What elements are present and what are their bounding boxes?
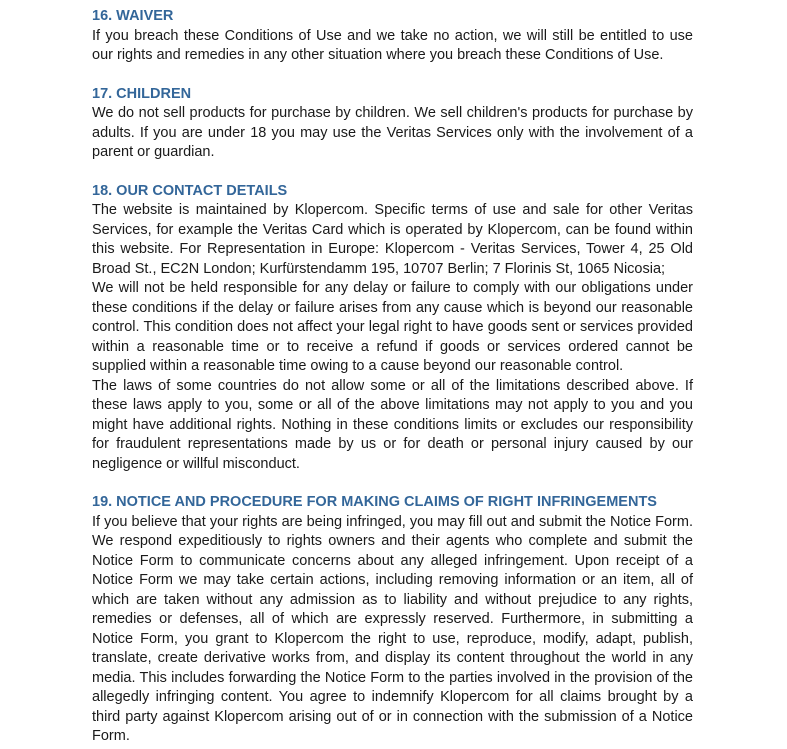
section-heading: 16. WAIVER [92,8,174,24]
section-contact-details [92,182,693,475]
section-children [92,85,693,163]
section-spacer [92,163,693,182]
section-notice-and-procedure [92,493,693,747]
section-spacer [92,66,693,85]
section-heading: 19. NOTICE AND PROCEDURE FOR MAKING CLAIMS OF RIGHT INFRINGEMENTS [92,494,657,510]
section-paragraph: We do not sell products for purchase by children. We sell children's products for purchase by adults. If you are under 18 you may use the Veritas Services only with the involvement of a parent or guardian. [92,105,693,160]
section-spacer [92,474,693,493]
section-paragraph: We will not be held responsible for any delay or failure to comply with our obligations under these conditions if the delay or failure arises from any cause which is beyond our reasonable control. This condition does not affect your legal right to have goods sent or services provided within a reasonable time or to receive a refund if goods or services ordered cannot be supplied within a reasonable time owing to a cause beyond our reasonable control. [92,280,693,374]
section-paragraph: If you believe that your rights are being infringed, you may fill out and submit the Notice Form. We respond expeditiously to rights owners and their agents who complete and submit the Notice Form to communicate concerns about any alleged infringement. Upon receipt of a Notice Form we may take certain actions, including removing information or an item, all of which are taken without any admission as to liability and without prejudice to any rights, remedies or defenses, all of which are expressly reserved. Furthermore, in submitting a Notice Form, you grant to Klopercom the right to use, reproduce, modify, adapt, publish, translate, create derivative works from, and display its content throughout the world in any media. This includes forwarding the Notice Form to the parties involved in the provision of the allegedly infringing content. You agree to indemnify Klopercom for all claims brought by a third party against Klopercom arising out of or in connection with the submission of a Notice Form. [92,513,693,744]
section-paragraph: If you breach these Conditions of Use and we take no action, we will still be entitled to use our rights and remedies in any other situation where you breach these Conditions of Use. [92,27,693,63]
section-paragraph: The laws of some countries do not allow some or all of the limitations described above. If these laws apply to you, some or all of the above limitations may not apply to you and you might have additional rights. Nothing in these conditions limits or excludes our responsibility for fraudulent representations made by us or for death or personal injury caused by our negligence or willful misconduct. [92,377,693,472]
conditions-of-use-document [92,7,693,747]
section-heading: 18. OUR CONTACT DETAILS [92,182,288,199]
section-paragraph: The website is maintained by Klopercom. Specific terms of use and sale for other Veritas Services, for example the Veritas Card which is operated by Klopercom, can be found within this website. For Representation in Europe: Klopercom - Veritas Services, Tower 4, 25 Old Broad St., EC2N London; Kurfürstendamm 195, 10707 Berlin; 7 Florinis St, 1065 Nicosia; [92,202,693,277]
section-heading: 17. CHILDREN [92,85,192,102]
section-waiver [92,7,693,66]
